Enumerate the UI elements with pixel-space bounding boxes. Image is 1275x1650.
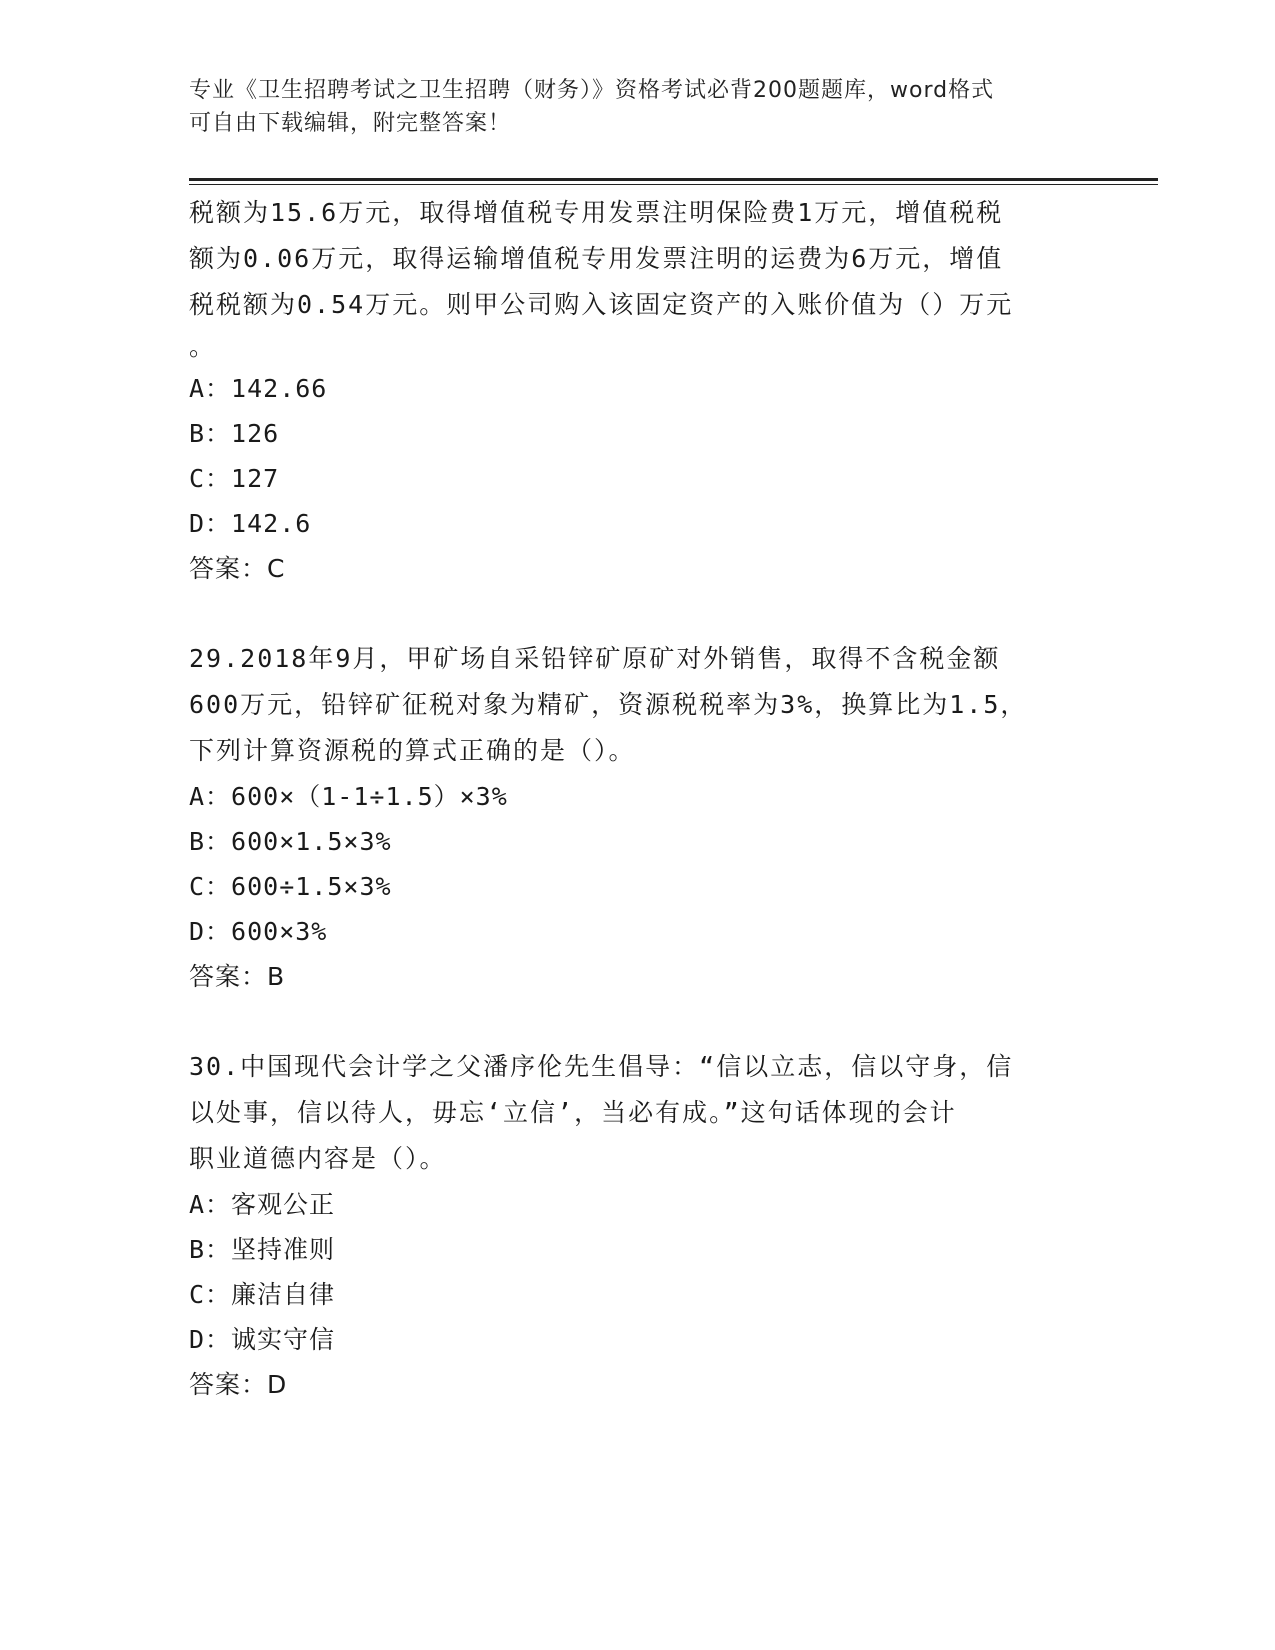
- question-text-tail: 。: [189, 332, 215, 361]
- question-text-line: 600万元，铅锌矿征税对象为精矿，资源税税率为3%，换算比为1.5，: [189, 690, 1028, 719]
- option-c: C：600÷1.5×3%: [189, 872, 392, 901]
- option-a: A：142.66: [189, 374, 328, 403]
- option-b: B：坚持准则: [189, 1235, 336, 1264]
- option-a: A：客观公正: [189, 1190, 336, 1219]
- question-28-continued: [189, 190, 1089, 591]
- option-b: B：126: [189, 419, 280, 448]
- option-c: C：廉洁自律: [189, 1280, 336, 1309]
- answer-line: 答案：C: [189, 554, 286, 583]
- question-30: [189, 1044, 1089, 1407]
- question-text-line: 额为0.06万元，取得运输增值税专用发票注明的运费为6万元，增值: [189, 244, 1004, 273]
- option-d: D：诚实守信: [189, 1325, 336, 1354]
- question-text-line: 税额为15.6万元，取得增值税专用发票注明保险费1万元，增值税税: [189, 198, 1004, 227]
- option-b: B：600×1.5×3%: [189, 827, 392, 856]
- answer-line: 答案：D: [189, 1370, 288, 1399]
- question-text-line: 下列计算资源税的算式正确的是（）。: [189, 736, 636, 765]
- option-d: D：142.6: [189, 509, 312, 538]
- header-title-line-1: 专业《卫生招聘考试之卫生招聘（财务）》资格考试必背200题题库，word格式: [189, 78, 995, 103]
- document-header: [189, 74, 1089, 140]
- question-text-line: 税税额为0.54万元。则甲公司购入该固定资产的入账价值为（）万元: [189, 290, 1014, 319]
- question-text-line: 30.中国现代会计学之父潘序伦先生倡导：“信以立志，信以守身，信: [189, 1052, 1014, 1081]
- header-title-line-2: 可自由下载编辑，附完整答案！: [189, 111, 512, 136]
- option-c: C：127: [189, 464, 280, 493]
- option-a: A：600×（1-1÷1.5）×3%: [189, 782, 508, 811]
- option-d: D：600×3%: [189, 917, 328, 946]
- question-text-line: 职业道德内容是（）。: [189, 1144, 447, 1173]
- header-divider-thick: [189, 178, 1158, 181]
- question-29: [189, 636, 1089, 999]
- answer-line: 答案：B: [189, 962, 286, 991]
- header-divider-thin: [189, 184, 1158, 185]
- question-text-line: 29.2018年9月，甲矿场自采铅锌矿原矿对外销售，取得不含税金额: [189, 644, 1001, 673]
- question-content: [189, 190, 1089, 1452]
- question-text-line: 以处事，信以待人，毋忘‘立信’，当必有成。”这句话体现的会计: [189, 1098, 957, 1127]
